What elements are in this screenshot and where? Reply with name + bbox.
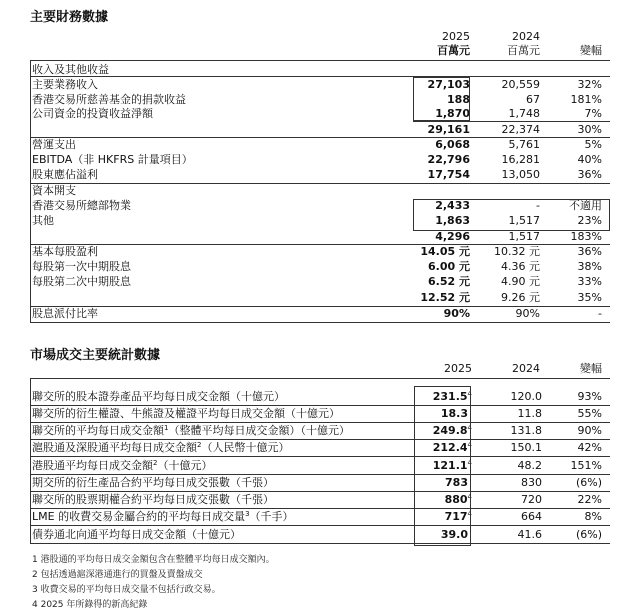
value-change: 5% (584, 138, 602, 151)
row-label: 收入及其他收益 (32, 63, 109, 76)
value-2024: 67 (526, 93, 540, 106)
value-change: 181% (570, 93, 602, 106)
value-2025: 6.52 元 (428, 275, 470, 288)
table-row (30, 245, 610, 259)
table2-left-border (30, 378, 31, 543)
record-footnote-ref: 4 (467, 441, 472, 449)
header-change: 變幅 (580, 44, 602, 57)
row-label-text: 聯交所的平均每日成交金額 (32, 424, 164, 437)
table-left-border (30, 60, 31, 322)
highlight-box-revenue (413, 77, 470, 121)
value-2024: 1,517 (508, 230, 540, 243)
table-rule (30, 405, 610, 406)
value-2024: 150.1 (510, 441, 542, 454)
value-2025: 1,863 (435, 214, 470, 227)
value-2025-text: 717 (444, 510, 468, 523)
table-row (30, 510, 610, 524)
row-label (32, 528, 241, 542)
table-rule (413, 121, 610, 122)
record-footnote-ref: 4 (467, 493, 472, 501)
value-2025: 4,296 (435, 230, 470, 243)
row-label: 香港交易所慈善基金的捐款收益 (32, 93, 186, 106)
row-label: 基本每股盈利 (32, 245, 98, 258)
footnote-3: 3 收費交易的平均每日成交量不包括行政交易。 (32, 585, 221, 595)
header2-year-2025: 2025 (444, 362, 472, 375)
value-change: 8% (584, 510, 602, 523)
table-row (30, 424, 610, 438)
value-change: 93% (577, 390, 602, 403)
value-change: 22% (577, 493, 602, 506)
table-rule (30, 422, 610, 423)
value-change: (6%) (575, 476, 602, 489)
row-label: 股息派付比率 (32, 307, 98, 320)
value-2025: 22,796 (427, 153, 470, 166)
row-label-text: 港股通平均每日成交金額 (32, 459, 153, 472)
value-2025: 90% (443, 307, 470, 320)
value-2025: 2,433 (435, 199, 470, 212)
value-change: 32% (577, 78, 602, 91)
table-rule (30, 306, 610, 307)
table-rule (30, 76, 610, 77)
table-rule (30, 244, 610, 245)
value-2024: 22,374 (501, 123, 540, 136)
header2-change: 變幅 (580, 362, 602, 375)
record-footnote-ref: 4 (467, 510, 472, 518)
row-label-text: LME 的收費交易金屬合約的平均每日成交量 (32, 510, 246, 523)
footnote-ref: 1 (164, 424, 169, 432)
row-label: EBITDA（非 HKFRS 計量項目） (32, 153, 193, 166)
row-label (32, 510, 294, 524)
table-row (30, 291, 610, 305)
value-2025-text: 249.8 (432, 424, 468, 437)
table-row (30, 260, 610, 274)
value-2024: 1,517 (508, 214, 540, 227)
row-label-suffix: （人民幣十億元） (201, 441, 290, 454)
value-2024: 120.0 (510, 390, 542, 403)
table-row (30, 528, 610, 542)
value-2025-text: 18.3 (440, 407, 468, 420)
row-label-suffix: （千手） (249, 510, 294, 523)
value-change: 55% (577, 407, 602, 420)
table-row (30, 459, 610, 473)
header-year-2024: 2024 (512, 30, 540, 43)
header-year-2025: 2025 (442, 30, 470, 43)
value-2024: - (536, 199, 540, 212)
table-rule (30, 322, 610, 323)
row-label-text: 聯交所的股本證券產品平均每日成交金額（十億元） (32, 390, 285, 403)
row-label-suffix: （十億元） (157, 459, 213, 472)
section-title-market: 市場成交主要統計數據 (30, 348, 161, 363)
row-label (32, 407, 340, 421)
table-row (30, 476, 610, 490)
table-rule (30, 491, 610, 492)
row-label (32, 476, 274, 490)
table-row (30, 153, 610, 167)
row-label: 營運支出 (32, 138, 76, 151)
row-label: 公司資金的投資收益淨額 (32, 107, 153, 120)
table-row (30, 493, 610, 507)
header-unit-2025: 百萬元 (437, 44, 470, 57)
section-title-financial: 主要財務數據 (30, 10, 109, 25)
value-2025: 29,161 (427, 123, 470, 136)
value-change: 7% (584, 107, 602, 120)
value-change: 36% (577, 168, 602, 181)
value-change: 42% (577, 441, 602, 454)
value-2024: 5,761 (508, 138, 540, 151)
table-row (30, 123, 610, 137)
footnote-ref: 2 (153, 459, 158, 467)
value-change: 不適用 (569, 199, 602, 212)
row-label-suffix: （整體平均每日成交金額）（十億元） (168, 424, 350, 437)
header2-year-2024: 2024 (512, 362, 540, 375)
row-label-text: 期交所的衍生產品合約平均每日成交張數（千張） (32, 476, 274, 489)
value-2025-text: 231.5 (432, 390, 468, 403)
table-rule (30, 137, 610, 138)
table-row (30, 407, 610, 421)
value-2025: 14.05 元 (420, 245, 470, 258)
table-row (30, 390, 610, 404)
footnote-ref: 3 (245, 510, 250, 518)
highlight-box-market (414, 386, 471, 546)
value-2024: 13,050 (501, 168, 540, 181)
value-2025-text: 212.4 (432, 441, 468, 454)
row-label (32, 424, 350, 438)
row-label: 每股第二次中期股息 (32, 275, 131, 288)
value-2024: 90% (515, 307, 540, 320)
value-2024: 4.90 元 (501, 275, 540, 288)
value-change: 33% (577, 275, 602, 288)
table-row (30, 184, 610, 198)
value-2025: 12.52 元 (420, 291, 470, 304)
value-2024: 41.6 (517, 528, 542, 541)
row-label: 香港交易所總部物業 (32, 199, 131, 212)
value-2025: 188 (447, 93, 470, 106)
value-2024: 20,559 (501, 78, 540, 91)
table2-top-rule (30, 378, 610, 379)
value-change: 151% (570, 459, 602, 472)
value-2024: 48.2 (517, 459, 542, 472)
value-2024: 11.8 (517, 407, 542, 420)
record-footnote-ref: 4 (467, 390, 472, 398)
table-top-rule (30, 60, 610, 61)
table-rule (30, 508, 610, 509)
highlight-box-capex (413, 199, 610, 231)
value-2024: 16,281 (501, 153, 540, 166)
value-2025-text: 39.0 (440, 528, 468, 541)
value-2025: 1,870 (435, 107, 470, 120)
value-2024: 1,748 (508, 107, 540, 120)
value-2025: 6.00 元 (428, 260, 470, 273)
value-2024: 9.26 元 (501, 291, 540, 304)
value-change: 35% (577, 291, 602, 304)
record-footnote-ref: 4 (467, 424, 472, 432)
row-label: 每股第一次中期股息 (32, 260, 131, 273)
value-2025-text: 121.1 (432, 459, 468, 472)
row-label-text: 債券通北向通平均每日成交金額（十億元） (32, 528, 241, 541)
table-rule (30, 543, 610, 544)
row-label (32, 493, 274, 507)
value-2024: 4.36 元 (501, 260, 540, 273)
value-2025: 6,068 (435, 138, 470, 151)
table-rule (30, 474, 610, 475)
row-label-text: 滬股通及深股通平均每日成交金額 (32, 441, 197, 454)
row-label: 資本開支 (32, 184, 76, 197)
table-rule (30, 439, 610, 440)
table-row (30, 168, 610, 182)
table-row (30, 107, 610, 121)
table-row (30, 78, 610, 92)
value-2024: 830 (521, 476, 542, 489)
value-2024: 664 (521, 510, 542, 523)
table-rule (30, 456, 610, 457)
value-2024: 720 (521, 493, 542, 506)
footnote-ref: 2 (197, 441, 202, 449)
table-row (30, 275, 610, 289)
row-label-text: 聯交所的衍生權證、牛熊證及權證平均每日成交金額（十億元） (32, 407, 340, 420)
value-2024: 131.8 (510, 424, 542, 437)
table-row (30, 63, 610, 77)
row-label: 股東應佔溢利 (32, 168, 98, 181)
value-change: 183% (570, 230, 602, 243)
row-label-text: 聯交所的股票期權合約平均每日成交張數（千張） (32, 493, 274, 506)
table-row (30, 138, 610, 152)
table-row (30, 441, 610, 455)
value-2024: 10.32 元 (494, 245, 540, 258)
footnote-4: 4 2025 年所錄得的新高紀錄 (32, 600, 148, 610)
row-label (32, 459, 212, 473)
value-change: 38% (577, 260, 602, 273)
table-row (30, 93, 610, 107)
table-rule (30, 525, 610, 526)
table-row (30, 230, 610, 244)
header-unit-2024: 百萬元 (507, 44, 540, 57)
value-2025-text: 880 (444, 493, 468, 506)
value-change: (6%) (575, 528, 602, 541)
value-change: - (598, 307, 602, 320)
row-label: 主要業務收入 (32, 78, 98, 91)
value-change: 40% (577, 153, 602, 166)
table-rule (30, 183, 610, 184)
value-change: 90% (577, 424, 602, 437)
value-2025: 17,754 (427, 168, 470, 181)
row-label (32, 441, 289, 455)
value-change: 30% (577, 123, 602, 136)
row-label: 其他 (32, 214, 54, 227)
value-change: 23% (577, 214, 602, 227)
footnote-1: 1 港股通的平均每日成交金額包含在整體平均每日成交額內。 (32, 555, 275, 565)
record-footnote-ref: 4 (467, 459, 472, 467)
row-label (32, 390, 285, 404)
value-change: 36% (577, 245, 602, 258)
footnote-2: 2 包括透過滬深港通進行的買盤及賣盤成交 (32, 570, 203, 580)
value-2025-text: 783 (445, 476, 468, 489)
table-row (30, 307, 610, 321)
value-2025: 27,103 (427, 78, 470, 91)
